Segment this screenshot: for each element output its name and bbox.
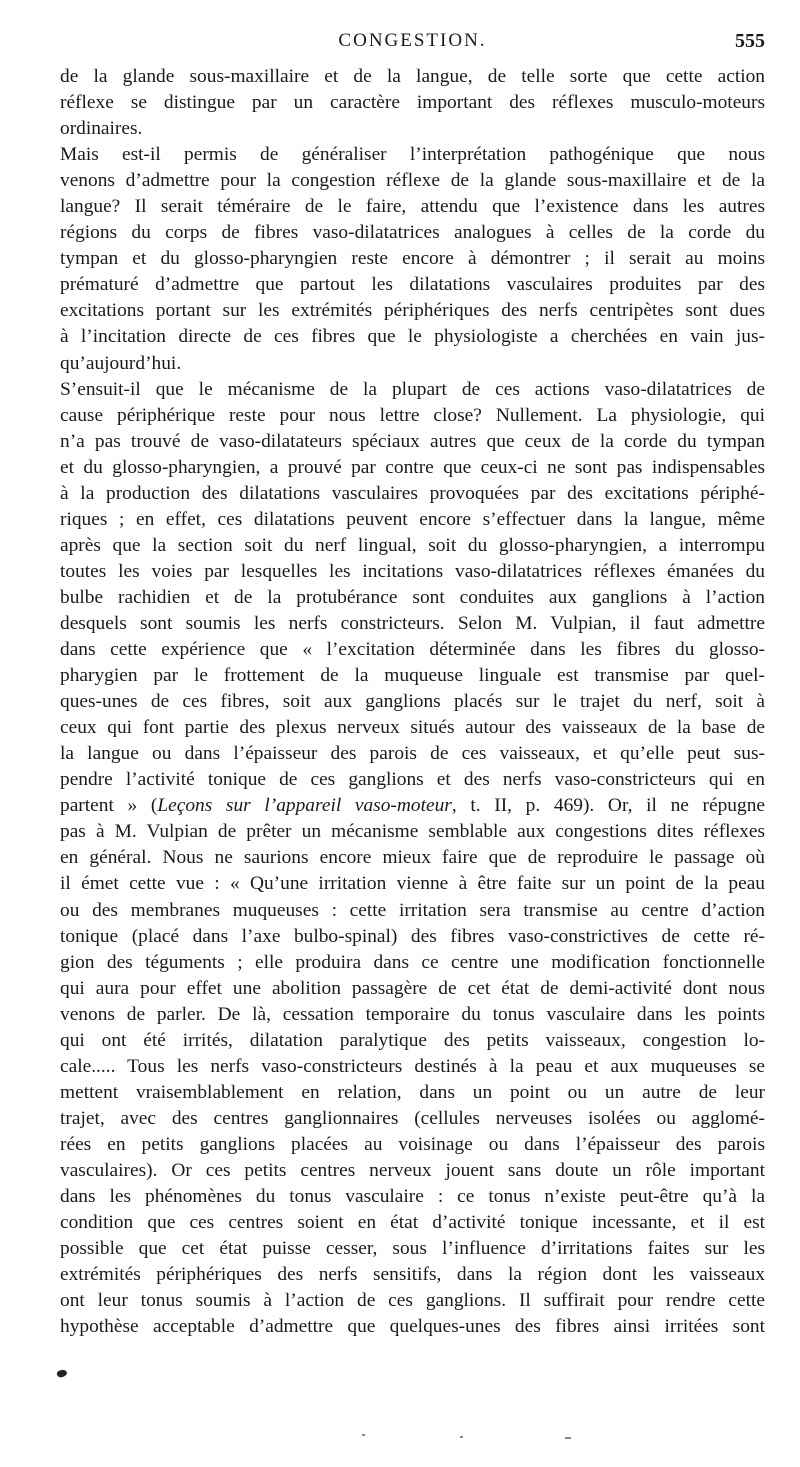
text-line: dans les phénomènes du tonus vasculaire : ce tonus n’existe peut-être qu’à la	[60, 1186, 765, 1208]
text-line: il émet cette vue : « Qu’une irritation vienne à être faite sur un point de la peau	[60, 873, 765, 895]
text-line: venons d’admettre pour la congestion réflexe de la glande sous-maxillaire et de la	[60, 170, 765, 192]
text-line: ques-unes de ces fibres, soit aux ganglions placés sur le trajet du nerf, soit à	[60, 691, 765, 713]
text-line: après que la section soit du nerf lingual, soit du glosso-pharyngien, a interrompu	[60, 534, 765, 556]
text-line: rées en petits ganglions placées au voisinage ou dans l’épaisseur des parois	[60, 1133, 765, 1155]
running-title: CONGESTION.	[338, 30, 487, 51]
text-line: pendre l’activité tonique de ces ganglions et des nerfs vaso-constricteurs qui en	[60, 769, 765, 791]
text-line: venons de parler. De là, cessation temporaire du tonus vasculaire dans les points	[60, 1003, 765, 1025]
text-line: tympan et du glosso-pharyngien reste encore à démontrer ; il serait au moins	[60, 248, 765, 270]
running-head	[60, 30, 765, 58]
text-line: la langue ou dans l’épaisseur des parois de ces vaisseaux, et qu’elle peut sus-	[60, 743, 765, 765]
text-line: prématuré d’admettre que partout les dilatations vasculaires produites par des	[60, 274, 765, 296]
text-line: gion des téguments ; elle produira dans ce centre une modification fonctionnelle	[60, 951, 765, 973]
text-line: ou des membranes muqueuses : cette irritation sera transmise au centre d’action	[60, 899, 765, 921]
text-line: trajet, avec des centres ganglionnaires (cellules nerveuses isolées ou agglomé-	[60, 1107, 765, 1129]
text-line: ont leur tonus soumis à l’action de ces ganglions. Il suffirait pour rendre cette	[60, 1290, 765, 1312]
text-line: ordinaires.	[60, 118, 143, 140]
text-line: condition que ces centres soient en état d’activité tonique incessante, et il est	[60, 1212, 765, 1234]
text-line: desquels sont soumis les nerfs constricteurs. Selon M. Vulpian, il faut admettre	[60, 612, 765, 634]
text-line: dans cette expérience que « l’excitation déterminée dans les fibres du glosso-	[60, 639, 765, 661]
text-line: qu’aujourd’hui.	[60, 352, 182, 374]
text-line: riques ; en effet, ces dilatations peuvent encore s’effectuer dans la langue, même	[60, 508, 765, 530]
text-line: partent » (Leçons sur l’appareil vaso-moteur, t. II, p. 469). Or, il ne répugne	[60, 795, 765, 817]
text-line: mettent vraisemblablement en relation, dans un point ou un autre de leur	[60, 1081, 765, 1103]
text-line: tonique (placé dans l’axe bulbo-spinal) des fibres vaso-constrictives de cette ré-	[60, 925, 765, 947]
text-line: et du glosso-pharyngien, a prouvé par contre que ceux-ci ne sont pas indispensables	[60, 456, 765, 478]
text-line: de la glande sous-maxillaire et de la langue, de telle sorte que cette action	[60, 66, 765, 87]
book-title: Leçons sur l’appareil vaso-moteur	[157, 795, 452, 817]
text-line: excitations portant sur les extrémités périphériques des nerfs centripètes sont dues	[60, 300, 765, 322]
text-line: Mais est-il permis de généraliser l’interprétation pathogénique que nous	[60, 144, 765, 166]
text-line: à la production des dilatations vasculaires provoquées par des excitations périphé-	[60, 482, 765, 504]
text-line: cale..... Tous les nerfs vaso-constricteurs destinés à la peau et aux muqueuses se	[60, 1055, 765, 1077]
text-line: cause périphérique reste pour nous lettre close? Nullement. La physiologie, qui	[60, 404, 765, 426]
text-line: qui aura pour effet une abolition passagère de cet état de demi-activité dont nous	[60, 977, 765, 999]
text-line: à l’incitation directe de ces fibres que le physiologiste a cherchées en vain jus-	[60, 326, 765, 348]
text-line: extrémités périphériques des nerfs sensitifs, dans la région dont les vaisseaux	[60, 1264, 765, 1286]
text-line: réflexe se distingue par un caractère important des réflexes musculo-moteurs	[60, 92, 765, 114]
text-line: régions du corps de fibres vaso-dilatatrices analogues à celles de la corde du	[60, 222, 765, 244]
text-line: en général. Nous ne saurions encore mieux faire que de reproduire le passage où	[60, 847, 765, 869]
text-line: n’a pas trouvé de vaso-dilatateurs spéciaux autres que ceux de la corde du tympan	[60, 430, 765, 452]
speck	[362, 1434, 365, 1436]
speck	[460, 1436, 463, 1438]
text-line: bulbe rachidien et de la protubérance sont conduites aux ganglions à l’action	[60, 586, 765, 608]
speck	[565, 1437, 571, 1439]
body-text	[60, 64, 765, 1340]
text-line: pharygien par le frottement de la muqueuse linguale est transmise par quel-	[60, 665, 765, 687]
text-line: ceux qui font partie des plexus nerveux situés autour des vaisseaux de la base de	[60, 717, 765, 739]
text-line: possible que cet état puisse cesser, sous l’influence d’irritations faites sur les	[60, 1238, 765, 1260]
ink-mark	[56, 1369, 68, 1379]
text-line: S’ensuit-il que le mécanisme de la plupart de ces actions vaso-dilatatrices de	[60, 378, 765, 400]
text-line: hypothèse acceptable d’admettre que quelques-unes des fibres ainsi irritées sont	[60, 1316, 765, 1338]
text-line: langue? Il serait téméraire de le faire, attendu que l’existence dans les autres	[60, 196, 765, 218]
text-line: vasculaires). Or ces petits centres nerveux jouent sans doute un rôle important	[60, 1159, 765, 1181]
page-number: 555	[735, 30, 765, 52]
text-line: pas à M. Vulpian de prêter un mécanisme semblable aux congestions dites réflexes	[60, 821, 765, 843]
text-line: toutes les voies par lesquelles les incitations vaso-dilatatrices réflexes émanées du	[60, 560, 765, 582]
text-line: qui ont été irrités, dilatation paralytique des petits vaisseaux, congestion lo-	[60, 1029, 765, 1051]
